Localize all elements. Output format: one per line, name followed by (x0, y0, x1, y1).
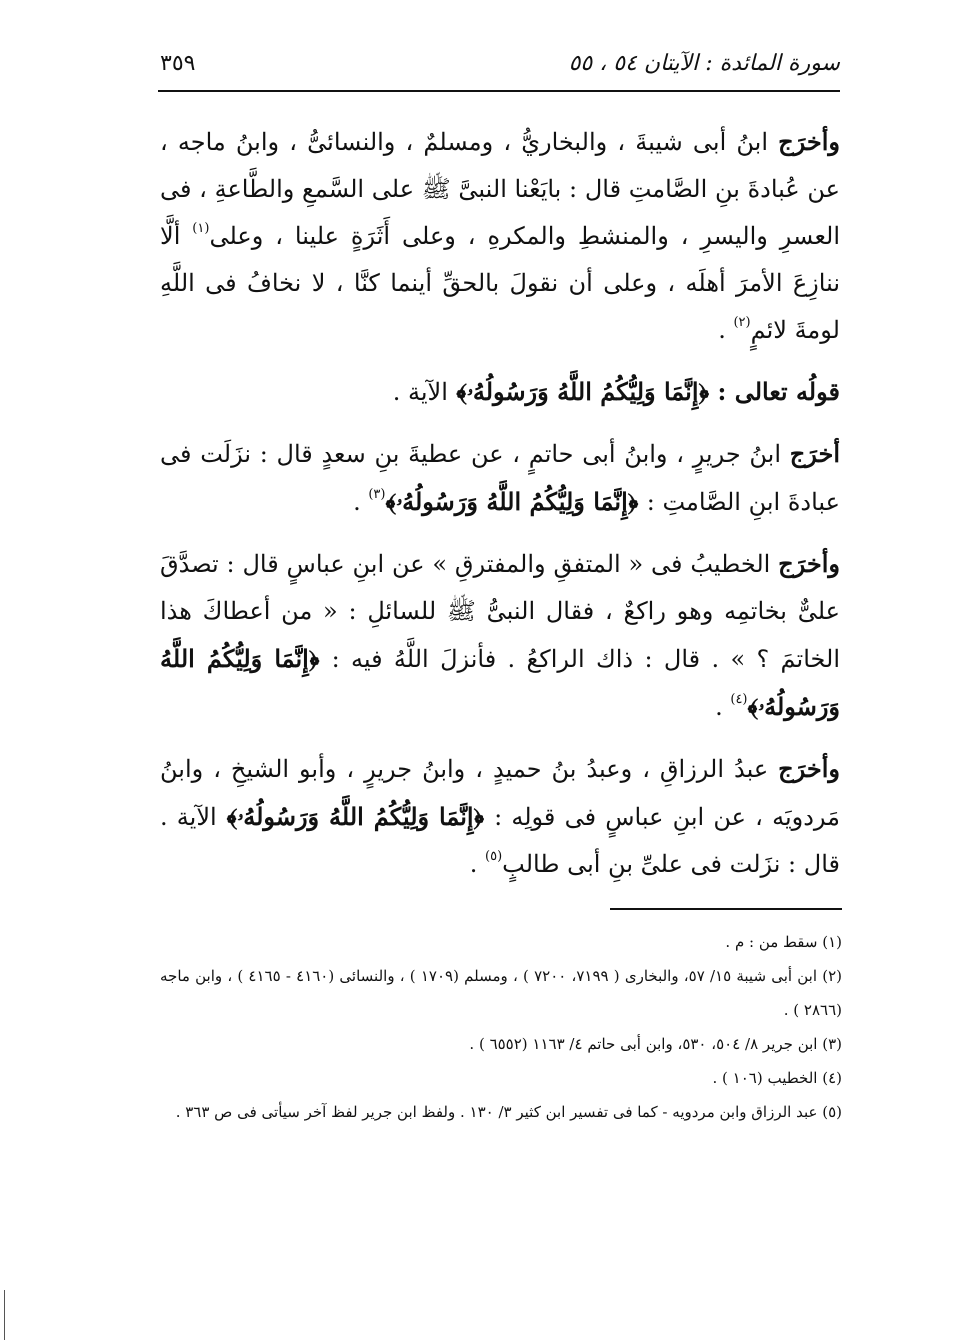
footnote-ref[interactable]: (١) (192, 221, 210, 236)
main-text (160, 118, 840, 902)
page-header (160, 38, 840, 88)
quran-quote: ﴿إِنَّمَا وَلِيُّكُمُ اللَّهُ وَرَسُولُهُۥ﴾ (447, 377, 718, 406)
footnote-2: (٢) ابن أبى شيبة ١٥/ ٥٧، والبخارى ( ٧١٩٩، ٧٢٠٠ ) ، ومسلم (١٧٠٩ ) ، والنسائى (٤١٦٠ - ٤١٦٥ ) ، وابن ماجه (٢٨٦٦ ) . (160, 967, 843, 1019)
paragraph-end: . (353, 488, 369, 516)
page-number: ٣٥٩ (160, 50, 196, 76)
paragraph-5 (160, 745, 840, 888)
quran-quote: ﴿إِنَّمَا وَلِيُّكُمُ اللَّهُ وَرَسُولُهُۥ﴾ (385, 487, 647, 516)
paragraph-text: عبدُ الرزاقِ ، وعبدُ بنُ حميدٍ ، وابنُ جريرٍ ، وأبو الشيخِ ، وابنُ مَردويَه ، عن ابنِ عباسٍ فى قولِه : (160, 755, 841, 831)
paragraph-lead: وأخرَج (778, 549, 840, 578)
quran-quote: ﴿إِنَّمَا وَلِيُّكُمُ اللَّهُ وَرَسُولُهُۥ﴾ (160, 644, 840, 721)
footnote-1: (١) سقط من : م . (725, 933, 842, 951)
paragraph-lead: وأخرَج (778, 127, 840, 156)
scan-edge-mark (4, 1290, 6, 1340)
quran-quote: ﴿إِنَّمَا وَلِيُّكُمُ اللَّهُ وَرَسُولُهُۥ﴾ (216, 802, 495, 831)
footnote-4: (٤) الخطيب (١٠٦ ) . (712, 1069, 842, 1087)
footnote-3: (٣) ابن جرير ٨/ ٥٠٤، ٥٣٠، وابن أبى حاتم ٤/ ١١٦٣ (٦٥٥٢ ) . (469, 1035, 842, 1053)
verse-heading: قولُه تعالى : (717, 377, 840, 406)
footnote-ref[interactable]: (٥) (485, 849, 503, 864)
paragraph-end: . (718, 316, 734, 344)
footnotes (160, 925, 842, 1129)
paragraph-4 (160, 540, 840, 731)
paragraph-2 (160, 368, 840, 416)
paragraph-end: . (469, 850, 485, 878)
footnote-divider (610, 908, 842, 910)
footnote-5: (٥) عبد الرزاق وابن مردويه - كما فى تفسير ابن كثير ٣/ ١٣٠ . ولفظ ابن جرير لفظ آخر سيأتى فى ص ٣٦٣ . (175, 1103, 842, 1121)
running-title: سورة المائدة : الآيتان ٥٤ ، ٥٥ (568, 50, 840, 76)
paragraph-text: ابنُ جريرٍ ، وابنُ أبى حاتمٍ ، عن عطيةَ بنِ سعدٍ قال : نزَلَت فى عبادةَ ابنِ الصَّامتِ : (160, 440, 840, 516)
paragraph-lead: وأخرَج (778, 754, 840, 783)
paragraph-1 (160, 118, 840, 354)
footnote-ref[interactable]: (٤) (730, 692, 748, 707)
paragraph-end: . (715, 693, 731, 721)
paragraph-text-continued: الآية . قال : نزَلت فى علىِّ بنِ أبى طالبٍ (160, 803, 840, 878)
paragraph-text-continued: ألَّا ننازِعَ الأمرَ أهلَه ، وعلى أن نقولَ بالحقِّ أينما كنَّا ، لا نخافُ فى اللَّهِ لومةَ لائمٍ (160, 222, 840, 344)
header-divider (158, 90, 840, 92)
paragraph-lead: أخرَج (789, 439, 840, 468)
footnote-ref[interactable]: (٢) (733, 315, 751, 330)
paragraph-end: الآية . (392, 378, 448, 406)
paragraph-text: الخطيبُ فى « المتفقِ والمفترقِ » عن ابنِ عباسٍ قال : تصدَّقَ علىٌّ بخاتمِه وهو راكعٌ ، فقال النبىُّ ﷺ للسائلِ : « من أعطاكَ هذا الخاتمَ ؟ » . قال : ذاك الراكعُ . فأنزلَ اللَّهُ فيه : (160, 550, 840, 673)
paragraph-text: ابنُ أبى شيبةَ ، والبخاريُّ ، ومسلمٌ ، والنسائىُّ ، وابنُ ماجه ، عن عُبادةَ بنِ الصَّامتِ قال : بايَعْنا النبىَّ ﷺ على السَّمعِ والطَّاعةِ ، فى العسرِ واليسرِ ، والمنشطِ والمكرهِ ، وعلى أَثَرَةٍ علينا ، وعلى (160, 128, 841, 250)
footnote-ref[interactable]: (٣) (368, 487, 386, 502)
paragraph-3 (160, 430, 840, 526)
